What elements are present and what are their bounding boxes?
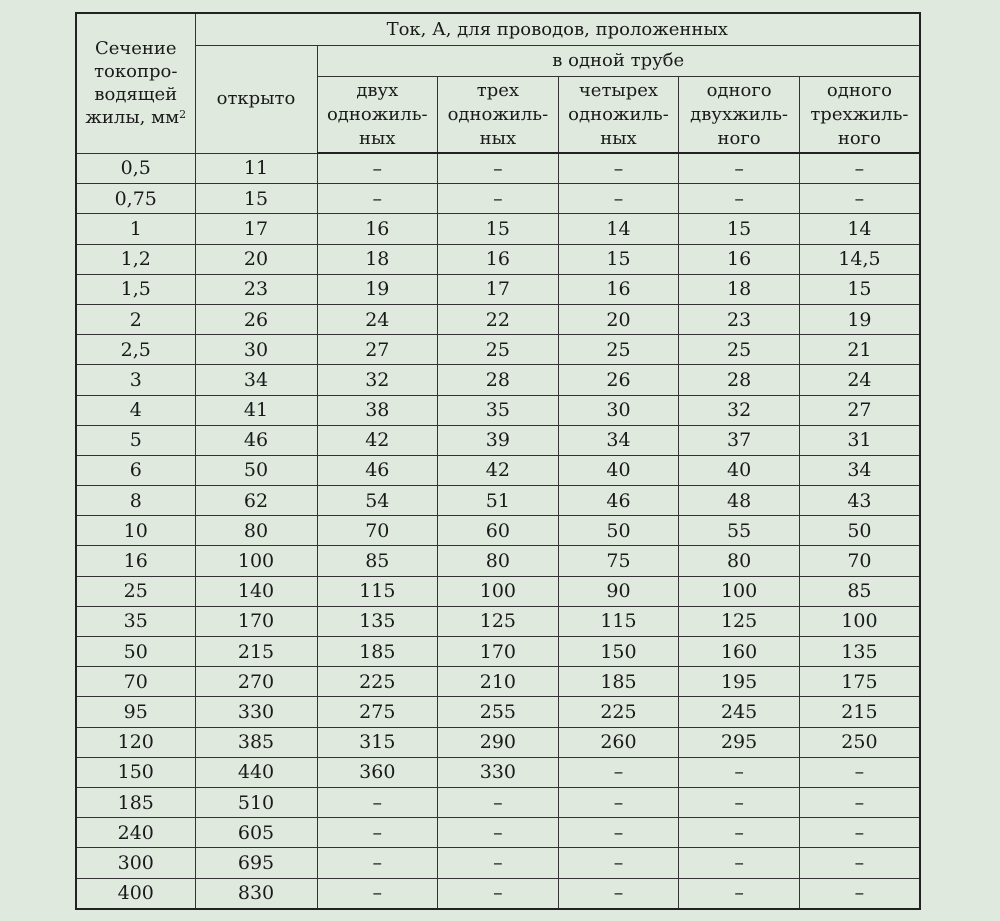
table-body [76,153,920,909]
cell-pipe-one-twin: 55 [679,516,800,546]
cell-cross-section: 120 [76,727,195,757]
cell-cross-section: 8 [76,486,195,516]
header-cross-section [76,13,195,153]
cell-cross-section: 185 [76,787,195,817]
cell-pipe-three-single: 80 [438,546,559,576]
cell-pipe-two-single: – [317,153,438,184]
table-row [76,757,920,787]
cell-pipe-one-triple: 85 [799,576,920,606]
cell-open: 46 [195,425,317,455]
cell-cross-section: 0,75 [76,184,195,214]
cell-pipe-one-twin: 25 [679,335,800,365]
table-row [76,274,920,304]
cell-pipe-four-single: 115 [558,606,679,636]
cell-pipe-two-single: 185 [317,637,438,667]
table-row [76,184,920,214]
cell-pipe-two-single: 32 [317,365,438,395]
cell-pipe-three-single: 60 [438,516,559,546]
cell-pipe-one-twin: 23 [679,304,800,334]
cell-pipe-four-single: 75 [558,546,679,576]
cell-pipe-one-triple: 250 [799,727,920,757]
cell-pipe-one-twin: 100 [679,576,800,606]
cell-pipe-one-twin: 160 [679,637,800,667]
table-row [76,697,920,727]
cell-pipe-one-twin: – [679,878,800,909]
table-header [76,13,920,153]
cell-pipe-four-single: 14 [558,214,679,244]
table-row [76,878,920,909]
cell-pipe-one-triple: – [799,153,920,184]
cell-open: 100 [195,546,317,576]
table-row [76,637,920,667]
cell-pipe-two-single: – [317,848,438,878]
cell-pipe-three-single: 255 [438,697,559,727]
cell-cross-section: 4 [76,395,195,425]
table-row [76,516,920,546]
cell-pipe-one-triple: 15 [799,274,920,304]
cell-pipe-three-single: 125 [438,606,559,636]
cell-pipe-one-twin: 28 [679,365,800,395]
table-row [76,486,920,516]
cell-pipe-two-single: 275 [317,697,438,727]
cell-open: 50 [195,455,317,485]
cell-cross-section: 95 [76,697,195,727]
cell-pipe-four-single: 150 [558,637,679,667]
cell-open: 23 [195,274,317,304]
cell-cross-section: 16 [76,546,195,576]
cell-pipe-three-single: 100 [438,576,559,606]
cell-open: 170 [195,606,317,636]
cell-open: 510 [195,787,317,817]
cell-pipe-one-triple: – [799,757,920,787]
cell-open: 215 [195,637,317,667]
header-sub-three-single: трех одножиль- ных [438,77,559,154]
cell-pipe-two-single: 85 [317,546,438,576]
header-cross-section-sup: 2 [179,108,187,122]
table-row [76,546,920,576]
cell-pipe-two-single: 38 [317,395,438,425]
cell-pipe-one-twin: 48 [679,486,800,516]
table-row [76,425,920,455]
cell-pipe-one-twin: 245 [679,697,800,727]
cell-cross-section: 25 [76,576,195,606]
table-row [76,818,920,848]
cell-pipe-three-single: – [438,787,559,817]
cell-pipe-one-twin: 195 [679,667,800,697]
cell-cross-section: 150 [76,757,195,787]
cell-pipe-three-single: – [438,153,559,184]
wire-current-table [75,12,921,910]
cell-pipe-three-single: 22 [438,304,559,334]
cell-pipe-one-twin: 125 [679,606,800,636]
cell-cross-section: 2 [76,304,195,334]
cell-pipe-one-triple: 50 [799,516,920,546]
cell-pipe-two-single: 115 [317,576,438,606]
cell-pipe-one-twin: – [679,787,800,817]
cell-pipe-two-single: – [317,787,438,817]
cell-cross-section: 240 [76,818,195,848]
cell-pipe-four-single: 30 [558,395,679,425]
cell-cross-section: 70 [76,667,195,697]
cell-pipe-three-single: 28 [438,365,559,395]
table-row [76,244,920,274]
cell-pipe-three-single: – [438,878,559,909]
cell-cross-section: 300 [76,848,195,878]
cell-cross-section: 10 [76,516,195,546]
table-row [76,214,920,244]
cell-pipe-one-twin: – [679,153,800,184]
cell-cross-section: 2,5 [76,335,195,365]
table-row [76,395,920,425]
cell-pipe-two-single: 135 [317,606,438,636]
header-open: открыто [195,46,317,154]
cell-pipe-one-triple: 14,5 [799,244,920,274]
cell-pipe-one-twin: – [679,818,800,848]
cell-pipe-two-single: 46 [317,455,438,485]
cell-pipe-one-triple: 215 [799,697,920,727]
table-row [76,455,920,485]
header-sub-one-triple: одного трехжиль- ного [799,77,920,154]
cell-cross-section: 1 [76,214,195,244]
cell-pipe-three-single: – [438,848,559,878]
cell-open: 385 [195,727,317,757]
cell-cross-section: 400 [76,878,195,909]
cell-pipe-two-single: 70 [317,516,438,546]
cell-pipe-three-single: – [438,818,559,848]
cell-cross-section: 6 [76,455,195,485]
cell-pipe-one-triple: 34 [799,455,920,485]
cell-pipe-four-single: 16 [558,274,679,304]
cell-pipe-two-single: 16 [317,214,438,244]
cell-pipe-three-single: 170 [438,637,559,667]
cell-pipe-two-single: – [317,184,438,214]
cell-pipe-one-twin: 80 [679,546,800,576]
cell-open: 30 [195,335,317,365]
cell-pipe-two-single: 18 [317,244,438,274]
cell-pipe-three-single: 15 [438,214,559,244]
cell-open: 17 [195,214,317,244]
cell-pipe-three-single: 35 [438,395,559,425]
cell-pipe-four-single: 46 [558,486,679,516]
cell-cross-section: 1,2 [76,244,195,274]
cell-open: 26 [195,304,317,334]
cell-open: 830 [195,878,317,909]
cell-pipe-one-twin: 295 [679,727,800,757]
cell-cross-section: 35 [76,606,195,636]
cell-pipe-one-triple: 19 [799,304,920,334]
cell-pipe-one-triple: 70 [799,546,920,576]
cell-pipe-two-single: 54 [317,486,438,516]
cell-open: 15 [195,184,317,214]
table-row [76,787,920,817]
cell-cross-section: 5 [76,425,195,455]
cell-pipe-one-triple: 27 [799,395,920,425]
cell-cross-section: 3 [76,365,195,395]
cell-open: 41 [195,395,317,425]
cell-pipe-four-single: – [558,818,679,848]
cell-open: 605 [195,818,317,848]
cell-pipe-two-single: 19 [317,274,438,304]
cell-open: 34 [195,365,317,395]
cell-pipe-three-single: 330 [438,757,559,787]
cell-pipe-two-single: 315 [317,727,438,757]
cell-pipe-one-triple: 43 [799,486,920,516]
cell-pipe-one-triple: 14 [799,214,920,244]
cell-pipe-four-single: – [558,878,679,909]
cell-pipe-two-single: – [317,818,438,848]
table-row [76,606,920,636]
cell-pipe-four-single: 15 [558,244,679,274]
cell-pipe-one-triple: – [799,184,920,214]
cell-pipe-three-single: 290 [438,727,559,757]
cell-open: 270 [195,667,317,697]
cell-pipe-three-single: 25 [438,335,559,365]
cell-pipe-four-single: – [558,787,679,817]
cell-pipe-one-twin: – [679,848,800,878]
header-current-title: Ток, А, для проводов, проложенных [195,13,920,46]
cell-pipe-four-single: 40 [558,455,679,485]
cell-pipe-two-single: 360 [317,757,438,787]
cell-pipe-four-single: 20 [558,304,679,334]
cell-pipe-four-single: 225 [558,697,679,727]
cell-pipe-four-single: 34 [558,425,679,455]
cell-pipe-one-twin: – [679,757,800,787]
cell-pipe-one-triple: – [799,878,920,909]
cell-pipe-one-twin: 15 [679,214,800,244]
cell-open: 330 [195,697,317,727]
cell-pipe-one-triple: – [799,787,920,817]
cell-pipe-three-single: 210 [438,667,559,697]
cell-open: 695 [195,848,317,878]
cell-pipe-four-single: – [558,153,679,184]
header-cross-section-label: Сечение токопро- водящей жилы, мм [85,38,180,129]
cell-pipe-three-single: 17 [438,274,559,304]
cell-open: 62 [195,486,317,516]
cell-pipe-two-single: 42 [317,425,438,455]
cell-pipe-four-single: 90 [558,576,679,606]
cell-pipe-two-single: 225 [317,667,438,697]
cell-pipe-one-twin: 40 [679,455,800,485]
table-row [76,304,920,334]
cell-pipe-three-single: – [438,184,559,214]
cell-pipe-four-single: – [558,848,679,878]
cell-pipe-one-triple: 21 [799,335,920,365]
table-row [76,848,920,878]
cell-pipe-two-single: – [317,878,438,909]
cell-pipe-one-triple: 31 [799,425,920,455]
cell-pipe-four-single: 185 [558,667,679,697]
header-in-pipe: в одной трубе [317,46,920,77]
table-row [76,667,920,697]
cell-pipe-four-single: – [558,184,679,214]
cell-pipe-one-triple: 100 [799,606,920,636]
cell-pipe-three-single: 51 [438,486,559,516]
cell-pipe-one-triple: – [799,818,920,848]
table-row [76,727,920,757]
table-row [76,153,920,184]
cell-open: 11 [195,153,317,184]
cell-pipe-one-twin: 16 [679,244,800,274]
cell-cross-section: 0,5 [76,153,195,184]
cell-open: 140 [195,576,317,606]
table-row [76,335,920,365]
header-sub-one-twin: одного двухжиль- ного [679,77,800,154]
cell-pipe-one-twin: 32 [679,395,800,425]
current-table-container [75,12,919,910]
cell-pipe-one-triple: 175 [799,667,920,697]
cell-pipe-four-single: – [558,757,679,787]
header-sub-four-single: четырех одножиль- ных [558,77,679,154]
cell-pipe-four-single: 50 [558,516,679,546]
cell-pipe-one-twin: 18 [679,274,800,304]
cell-cross-section: 1,5 [76,274,195,304]
cell-open: 20 [195,244,317,274]
table-row [76,365,920,395]
cell-cross-section: 50 [76,637,195,667]
cell-pipe-three-single: 42 [438,455,559,485]
cell-pipe-two-single: 27 [317,335,438,365]
cell-pipe-two-single: 24 [317,304,438,334]
cell-pipe-four-single: 26 [558,365,679,395]
cell-pipe-three-single: 39 [438,425,559,455]
table-row [76,576,920,606]
cell-pipe-four-single: 25 [558,335,679,365]
cell-pipe-four-single: 260 [558,727,679,757]
cell-pipe-one-twin: 37 [679,425,800,455]
cell-pipe-one-twin: – [679,184,800,214]
cell-pipe-one-triple: 135 [799,637,920,667]
cell-pipe-one-triple: 24 [799,365,920,395]
cell-open: 80 [195,516,317,546]
cell-pipe-one-triple: – [799,848,920,878]
cell-pipe-three-single: 16 [438,244,559,274]
header-sub-two-single: двух одножиль- ных [317,77,438,154]
cell-open: 440 [195,757,317,787]
